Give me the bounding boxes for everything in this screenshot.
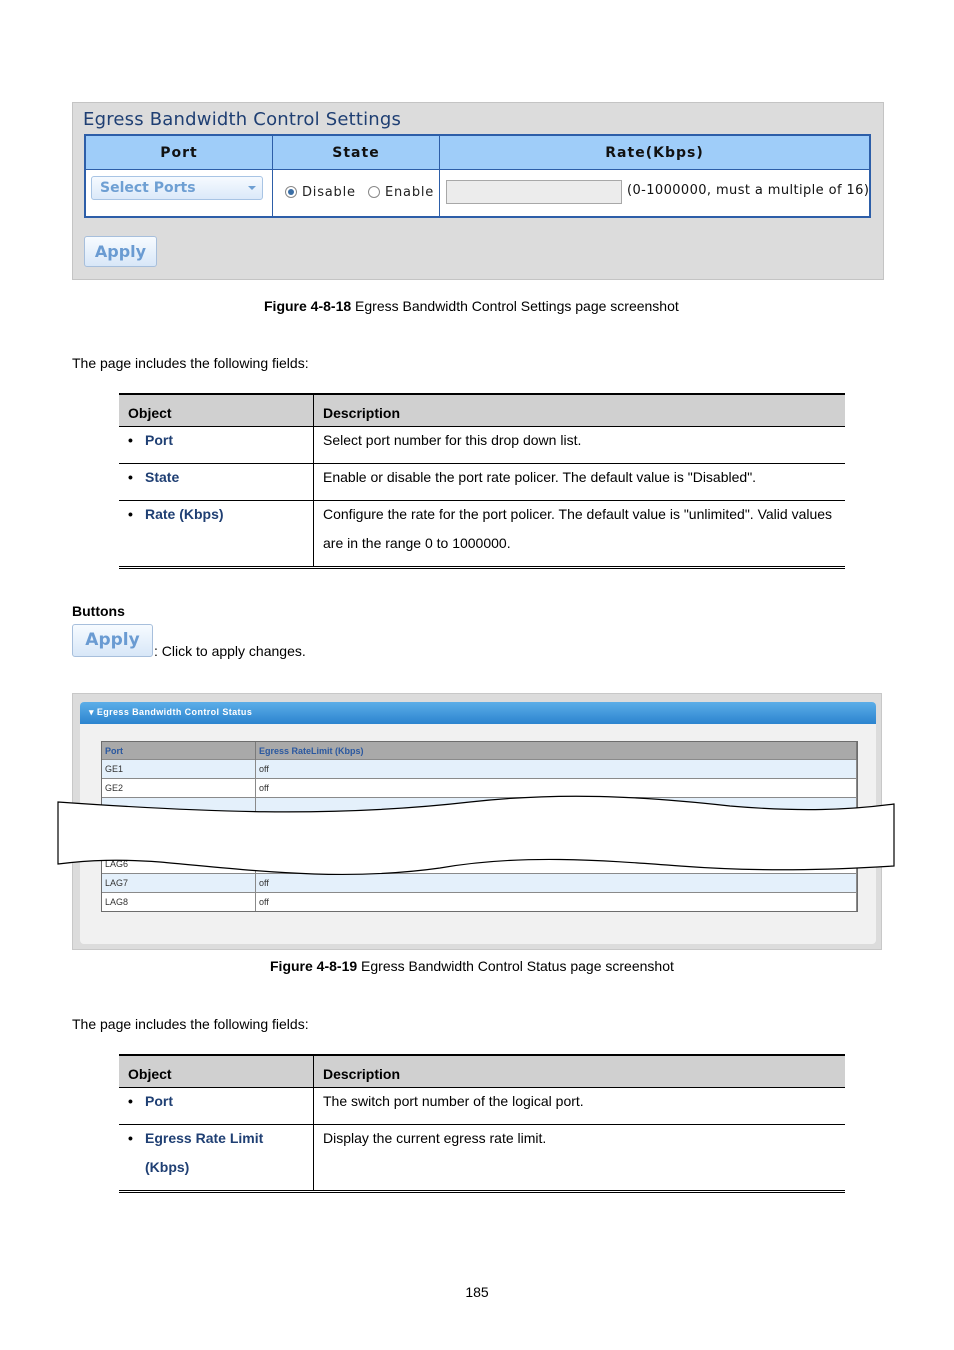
table-row xyxy=(119,1125,845,1192)
select-ports-dropdown[interactable] xyxy=(91,176,263,200)
table-row xyxy=(102,893,857,912)
object-cell: • Port xyxy=(119,427,314,464)
disable-label: Disable xyxy=(302,185,356,200)
object-cell: • Port xyxy=(119,1088,314,1125)
apply-description: : Click to apply changes. xyxy=(154,643,306,659)
object-name: Port xyxy=(145,1093,173,1109)
table-row xyxy=(119,501,845,568)
description-text: Select port number for this drop down list. xyxy=(323,432,582,448)
header-rate: Rate(Kbps) xyxy=(440,136,869,170)
object-name: Port xyxy=(145,432,173,448)
status-title xyxy=(89,707,252,718)
limit-value: off xyxy=(256,893,857,912)
intro-text-2: The page includes the following fields: xyxy=(72,1016,309,1032)
table-row xyxy=(102,760,857,779)
description-cell xyxy=(314,501,846,568)
table-header-row xyxy=(119,394,845,427)
object-cell: • State xyxy=(119,464,314,501)
description-cell xyxy=(314,1125,846,1192)
rate-hint: (0-1000000, must a multiple of 16) xyxy=(627,183,870,198)
settings-title: Egress Bandwidth Control Settings xyxy=(83,109,402,130)
table-row xyxy=(119,427,845,464)
port-value: GE2 xyxy=(102,779,256,798)
header-object: Object xyxy=(119,1055,314,1088)
select-ports-label: Select Ports xyxy=(100,180,196,196)
settings-table xyxy=(84,134,871,218)
page-number: 185 xyxy=(465,1284,489,1300)
rate-cell xyxy=(440,170,869,216)
port-value: LAG6 xyxy=(102,855,256,874)
description-text: Enable or disable the port rate policer. The default value is "Disabled". xyxy=(323,469,757,485)
status-header-port: Port xyxy=(102,742,256,760)
caption-label: Figure 4-8-19 xyxy=(270,958,358,974)
disable-radio[interactable] xyxy=(285,186,297,198)
caption-text: Egress Bandwidth Control Settings page screenshot xyxy=(351,298,679,314)
object-name: Rate (Kbps) xyxy=(145,506,224,522)
intro-text-1: The page includes the following fields: xyxy=(72,355,309,371)
status-panel-header xyxy=(80,702,876,724)
status-title-text: Egress Bandwidth Control Status xyxy=(96,707,253,717)
header-state: State xyxy=(273,136,440,170)
fields-table-2 xyxy=(119,1054,845,1193)
object-name: State xyxy=(145,469,180,485)
description-cell xyxy=(314,427,846,464)
description-cell xyxy=(314,464,846,501)
enable-radio[interactable] xyxy=(368,186,380,198)
figure-caption-2 xyxy=(270,958,674,974)
object-name: Egress Rate Limit (Kbps) xyxy=(145,1130,264,1175)
status-header-row xyxy=(102,742,857,760)
limit-value: off xyxy=(256,760,857,779)
port-cell xyxy=(86,170,273,216)
object-cell: • Egress Rate Limit (Kbps) xyxy=(119,1125,314,1192)
torn-break-overlay xyxy=(0,790,954,880)
figure-caption-1 xyxy=(264,298,679,314)
caption-label: Figure 4-8-18 xyxy=(264,298,352,314)
settings-panel xyxy=(72,102,884,280)
table-row xyxy=(119,464,845,501)
enable-label: Enable xyxy=(385,185,435,200)
header-object: Object xyxy=(119,394,314,427)
port-value: LAG8 xyxy=(102,893,256,912)
description-text: Display the current egress rate limit. xyxy=(323,1130,547,1146)
header-description: Description xyxy=(314,1055,846,1088)
caption-text: Egress Bandwidth Control Status page screenshot xyxy=(357,958,674,974)
table-row xyxy=(119,1088,845,1125)
fields-table-1 xyxy=(119,393,845,569)
limit-value: off xyxy=(256,779,857,798)
limit-value: off xyxy=(256,874,857,893)
object-cell: • Rate (Kbps) xyxy=(119,501,314,568)
state-cell xyxy=(273,170,440,216)
port-value: GE1 xyxy=(102,760,256,779)
status-header-limit: Egress RateLimit (Kbps) xyxy=(256,742,857,760)
collapse-caret-icon[interactable]: ▾ xyxy=(89,707,94,717)
buttons-heading: Buttons xyxy=(72,603,125,619)
header-port: Port xyxy=(86,136,273,170)
port-value: LAG7 xyxy=(102,874,256,893)
rate-input[interactable] xyxy=(446,180,622,204)
header-description: Description xyxy=(314,394,846,427)
apply-button-sample[interactable]: Apply xyxy=(72,624,153,657)
description-cell xyxy=(314,1088,846,1125)
description-text: Configure the rate for the port policer. The default value is "unlimited". Valid values are in the range 0 to 1000000. xyxy=(323,506,833,551)
torn-paper-shape xyxy=(58,796,894,874)
apply-button[interactable]: Apply xyxy=(84,236,157,267)
table-header-row xyxy=(119,1055,845,1088)
description-text: The switch port number of the logical port. xyxy=(323,1093,584,1109)
chevron-down-icon xyxy=(248,186,256,190)
